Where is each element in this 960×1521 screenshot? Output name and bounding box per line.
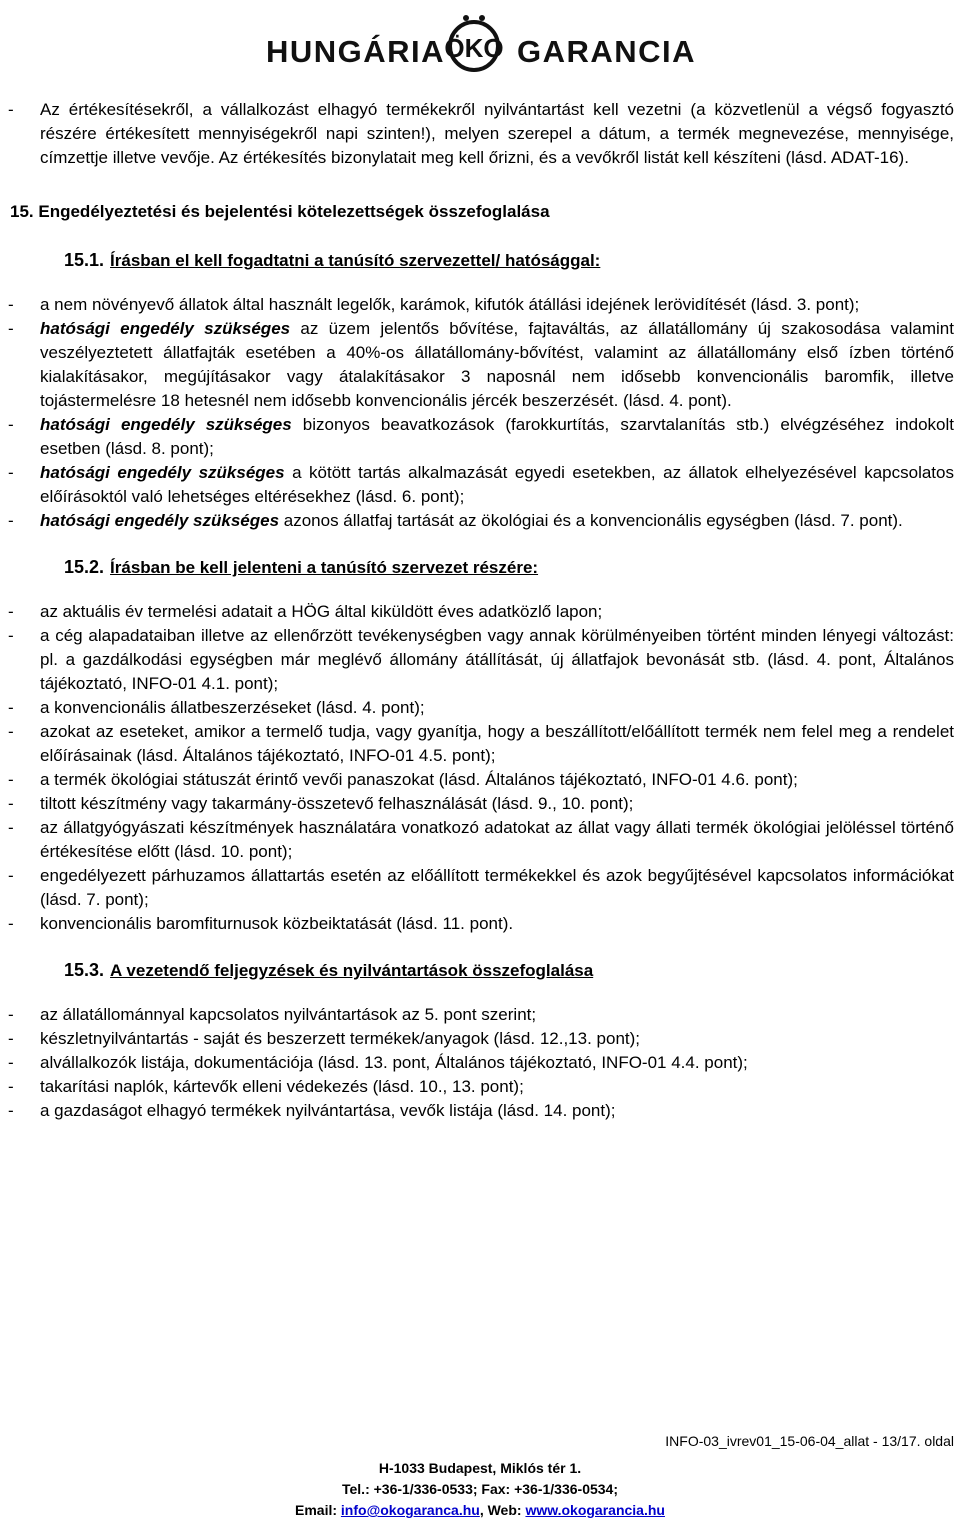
section-15-1-title: Írásban el kell fogadtatni a tanúsító szervezettel/ hatósággal:	[110, 251, 601, 270]
bullet-dash: -	[8, 698, 14, 717]
list-item	[8, 624, 954, 696]
section-15-3-heading	[64, 958, 960, 983]
list-item-lead: hatósági engedély szükséges	[40, 511, 280, 530]
list-item-text: a nem növényevő állatok által használt legelők, karámok, kifutók átállási idejének lerövidítését (lásd. 3. pont);	[40, 295, 860, 314]
section-15-number: 15.	[10, 202, 34, 221]
list-item-text: tiltott készítmény vagy takarmány-összetevő felhasználását (lásd. 9., 10. pont);	[40, 794, 634, 813]
section-15-3-number: 15.3.	[64, 960, 105, 980]
list-item	[8, 293, 954, 317]
bullet-dash: -	[8, 100, 14, 119]
section-15-heading	[10, 200, 960, 224]
list-item	[8, 696, 954, 720]
bullet-dash: -	[8, 319, 14, 338]
footer-web-line	[0, 1500, 960, 1521]
oko-emblem-icon	[434, 12, 514, 76]
footer-email-label: Email:	[295, 1502, 341, 1518]
list-item-text: azonos állatfaj tartását az ökológiai és a konvencionális egységben (lásd. 7. pont).	[279, 511, 903, 530]
bullet-dash: -	[8, 722, 14, 741]
web-link[interactable]: www.okogarancia.hu	[525, 1502, 665, 1518]
list-item-lead: hatósági engedély szükséges	[40, 319, 291, 338]
list-item	[8, 792, 954, 816]
list-item	[8, 720, 954, 768]
list-item	[8, 509, 954, 533]
section-15-2-number: 15.2.	[64, 557, 105, 577]
page-footer	[0, 1432, 960, 1520]
list-item-text: bizonyos beavatkozások (farokkurtítás, szarvtalanítás stb.) elvégzéséhez indokolt esetben (lásd. 8. pont);	[40, 415, 954, 458]
list-item-text: az állatgyógyászati készítmények használatára vonatkozó adatokat az állat vagy állati termék ökológiai jelöléssel történő értékesítése előtt (lásd. 10. pont);	[40, 818, 954, 861]
logo-text-left: HUNGÁRIA	[266, 34, 446, 69]
company-logo	[266, 12, 696, 76]
bullet-dash: -	[8, 602, 14, 621]
bullet-dash: -	[8, 1029, 14, 1048]
bullet-dash: -	[8, 1101, 14, 1120]
bullet-dash: -	[8, 626, 14, 645]
list-item	[8, 1003, 954, 1027]
section-15-1-heading	[64, 248, 960, 273]
section-15-2-heading	[64, 555, 960, 580]
list-item	[8, 461, 954, 509]
footer-web-label: , Web:	[479, 1502, 526, 1518]
list-item	[8, 413, 954, 461]
list-item-text: a konvencionális állatbeszerzéseket (lásd. 4. pont);	[40, 698, 425, 717]
list-item-text: a termék ökológiai státuszát érintő vevői panaszokat (lásd. Általános tájékoztató, INFO-01 4.6. pont);	[40, 770, 798, 789]
email-link[interactable]: info@okogaranca.hu	[340, 1502, 480, 1518]
document-body	[0, 98, 960, 1123]
list-item-text: azokat az eseteket, amikor a termelő tudja, vagy gyanítja, hogy a beszállított/előállított termék nem felel meg a rendelet előírásainak (lásd. Általános tájékoztató, INFO-01 4.5. pont);	[40, 722, 954, 765]
list-item	[8, 768, 954, 792]
list-item-text: a gazdaságot elhagyó termékek nyilvántartása, vevők listája (lásd. 14. pont);	[40, 1101, 616, 1120]
list-item-text: konvencionális baromfiturnusok közbeiktatását (lásd. 11. pont).	[40, 914, 514, 933]
footer-phone: Tel.: +36-1/336-0533; Fax: +36-1/336-0534;	[341, 1481, 619, 1497]
bullet-dash: -	[8, 794, 14, 813]
list-item-text: az állatállománnyal kapcsolatos nyilvántartások az 5. pont szerint;	[40, 1005, 537, 1024]
bullet-dash: -	[8, 1005, 14, 1024]
logo-text-right: GARANCIA	[517, 34, 697, 69]
list-item-text: készletnyilvántartás - saját és beszerzett termékek/anyagok (lásd. 12.,13. pont);	[40, 1029, 641, 1048]
bullet-dash: -	[8, 1053, 14, 1072]
list-item	[8, 600, 954, 624]
footer-contact	[0, 1458, 960, 1521]
bullet-dash: -	[8, 866, 14, 885]
bullet-dash: -	[8, 1077, 14, 1096]
list-item-text: a kötött tartás alkalmazását egyedi esetekben, az állatok elhelyezésével kapcsolatos előírásoktól való lehetséges eltérésekhez (lásd. 6. pont);	[40, 463, 954, 506]
intro-text: Az értékesítésekről, a vállalkozást elhagyó termékekről nyilvántartást kell vezetni (a közvetlenül a végső fogyasztó részére értékesített mennyiségekről napi szinten!), melyen szerepel a dátum, a termék megnevezése, mennyisége, címzettje illetve vevője. Az értékesítés bizonylatait meg kell őrizni, és a vevőkről listát kell készíteni (lásd. ADAT-16).	[40, 100, 954, 167]
list-item	[8, 317, 954, 413]
document-code: INFO-03_ivrev01_15-06-04_allat - 13/17. oldal	[665, 1433, 954, 1449]
page-header	[0, 0, 960, 82]
list-item	[8, 98, 954, 170]
list-item-text: takarítási naplók, kártevők elleni védekezés (lásd. 10., 13. pont);	[40, 1077, 524, 1096]
bullet-dash: -	[8, 914, 14, 933]
section-15-2-title: Írásban be kell jelenteni a tanúsító szervezet részére:	[110, 558, 539, 577]
bullet-dash: -	[8, 770, 14, 789]
list-item-text: a cég alapadataiban illetve az ellenőrzött tevékenységben vagy annak körülményeiben történt minden lényegi változást: pl. a gazdálkodási egységben már meglévő állomány átállítását, új állatfajok bevonását stb. (lásd. 4. pont, Általános tájékoztató, INFO-01 4.1. pont);	[40, 626, 954, 693]
section-15-3-title: A vezetendő feljegyzések és nyilvántartások összefoglalása	[110, 961, 594, 980]
list-item	[8, 816, 954, 864]
list-item	[8, 864, 954, 912]
bullet-dash: -	[8, 818, 14, 837]
list-item	[8, 1099, 954, 1123]
logo-text-mid: ÖKO	[444, 33, 504, 63]
list-item-text: az aktuális év termelési adatait a HÖG által kiküldött éves adatközlő lapon;	[40, 602, 603, 621]
bullet-dash: -	[8, 511, 14, 530]
footer-address: H-1033 Budapest, Miklós tér 1.	[378, 1460, 582, 1476]
section-15-1-number: 15.1.	[64, 250, 105, 270]
list-item-text: az üzem jelentős bővítése, fajtaváltás, az állatállomány új szakosodása valamint veszélyeztetett állatfajták esetében a 40%-os állatállomány-bővítést, valamint az állatállomány első ízben történő kialakításakor, megújításakor vagy átalakításakor 3 naposnál nem idősebb konvencionális baromfik, illetve tojástermelésre 18 hetesnél nem idősebb konvencionális jércék beszerzését. (lásd. 4. pont).	[40, 319, 954, 410]
list-item	[8, 912, 954, 936]
list-item-text: engedélyezett párhuzamos állattartás esetén az előállított termékekkel és azok begyűjtésével kapcsolatos információkat (lásd. 7. pont);	[40, 866, 954, 909]
section-15-title: Engedélyeztetési és bejelentési kötelezettségek összefoglalása	[38, 202, 550, 221]
bullet-dash: -	[8, 415, 14, 434]
list-item-lead: hatósági engedély szükséges	[40, 415, 292, 434]
list-item	[8, 1051, 954, 1075]
bullet-dash: -	[8, 295, 14, 314]
list-item	[8, 1075, 954, 1099]
list-item-lead: hatósági engedély szükséges	[40, 463, 285, 482]
list-item	[8, 1027, 954, 1051]
list-item-text: alvállalkozók listája, dokumentációja (lásd. 13. pont, Általános tájékoztató, INFO-01 4.4. pont);	[40, 1053, 748, 1072]
bullet-dash: -	[8, 463, 14, 482]
